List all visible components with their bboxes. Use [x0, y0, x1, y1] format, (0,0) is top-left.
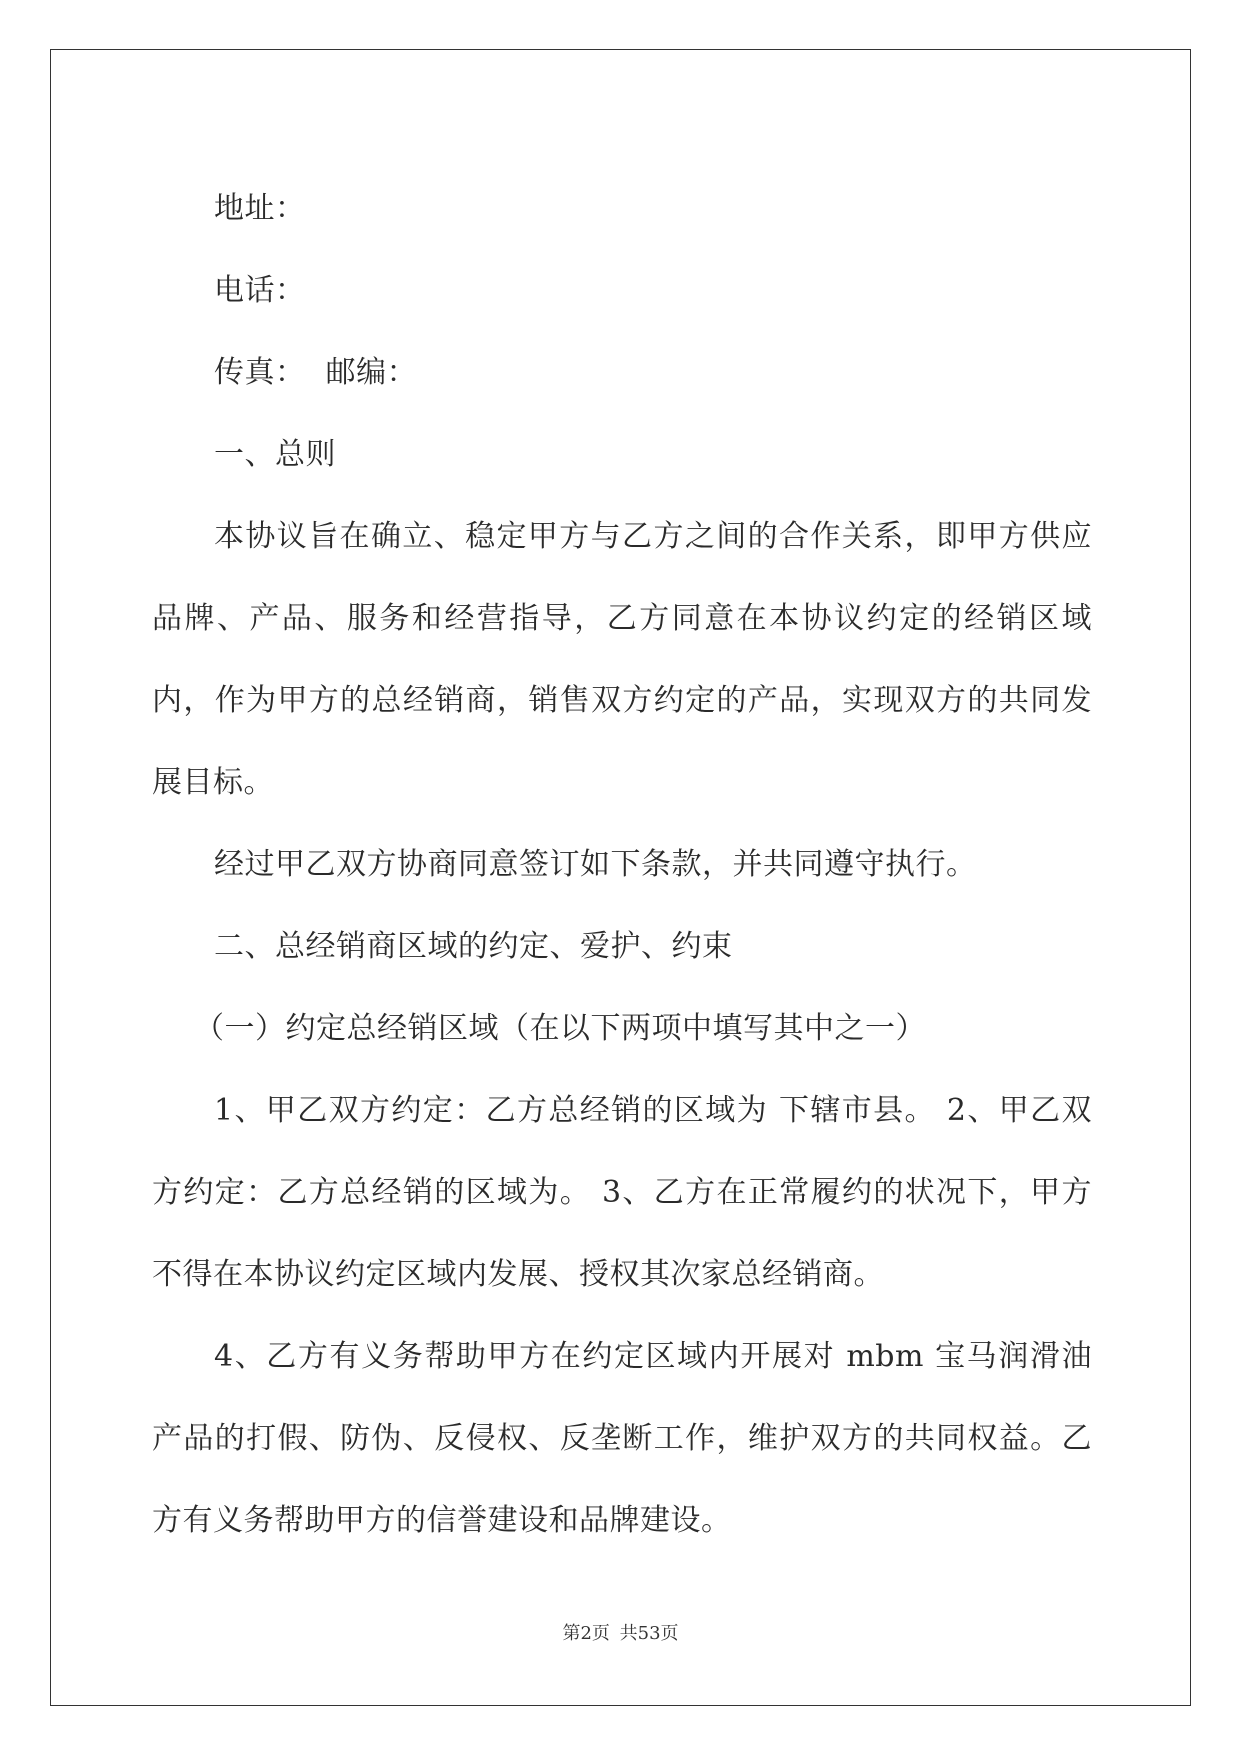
- section-2-heading: 二、总经销商区域的约定、爱护、约束: [214, 929, 733, 964]
- phone-line: 电话：: [214, 273, 306, 308]
- page-footer: [0, 1619, 1241, 1645]
- page-total: 共53页: [619, 1623, 679, 1644]
- clause-4: 4、乙方有义务帮助甲方在约定区域内开展对 mbm 宝马润滑油产品的打假、防伪、反侵权、反垄断工作，维护双方的共同权益。乙方有义务帮助甲方的信誉建设和品牌建设。: [152, 1339, 1092, 1538]
- address-line: 地址：: [214, 191, 306, 226]
- document-body: [152, 168, 1092, 1562]
- section-1-body: 本协议旨在确立、稳定甲方与乙方之间的合作关系，即甲方供应品牌、产品、服务和经营指导，乙方同意在本协议约定的经销区域内，作为甲方的总经销商，销售双方约定的产品，实现双方的共同发展目标。: [152, 519, 1092, 800]
- subsection-1-heading: （一）约定总经销区域（在以下两项中填写其中之一）: [194, 1011, 926, 1046]
- agreement-intro: 经过甲乙双方协商同意签订如下条款，并共同遵守执行。: [214, 847, 977, 882]
- fax-postcode-line: 传真： 邮编：: [214, 355, 418, 390]
- section-1-heading: 一、总则: [214, 437, 336, 472]
- clauses-1-3: 1、甲乙双方约定：乙方总经销的区域为 下辖市县。 2、甲乙双方约定：乙方总经销的区域为。 3、乙方在正常履约的状况下，甲方不得在本协议约定区域内发展、授权其次家总经销商。: [152, 1093, 1092, 1292]
- page-number: 第2页: [562, 1623, 610, 1644]
